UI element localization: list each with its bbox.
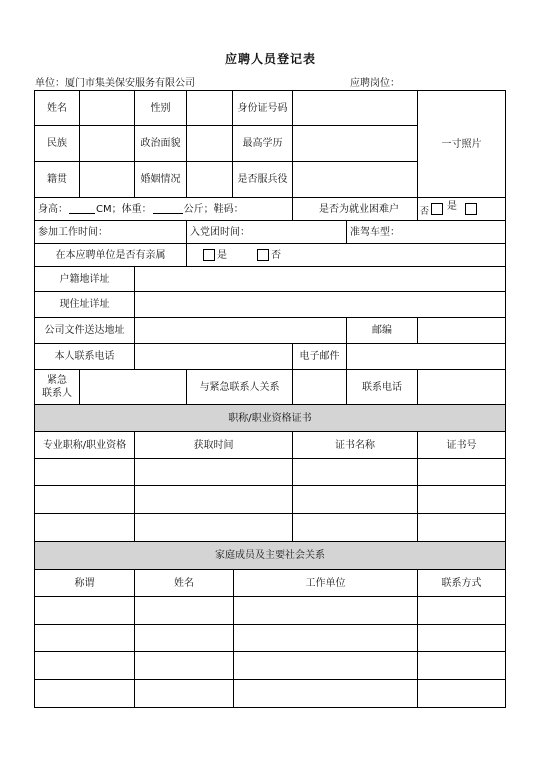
relatives-options <box>186 243 506 267</box>
shoe-size-label: 公斤；鞋码： <box>183 203 244 215</box>
family-row-3-employer[interactable] <box>233 651 418 680</box>
email-field[interactable] <box>346 343 506 370</box>
current-address-label: 现住址详址 <box>34 291 135 318</box>
political-status-label: 政治面貌 <box>134 125 187 162</box>
family-row-4-relation[interactable] <box>34 679 135 708</box>
family-col-contact: 联系方式 <box>417 569 506 597</box>
education-label: 最高学历 <box>232 125 293 162</box>
employment-difficulty-label: 是否为就业困难户 <box>292 197 418 221</box>
cert-col-name: 证书名称 <box>292 431 418 459</box>
political-status-field[interactable] <box>186 125 233 162</box>
relatives-yes-checkbox[interactable] <box>203 249 215 261</box>
cert-row-1-name[interactable] <box>292 458 418 486</box>
document-address-label: 公司文件送达地址 <box>34 317 135 344</box>
family-row-3-contact[interactable] <box>417 651 506 680</box>
family-row-4-employer[interactable] <box>233 679 418 708</box>
cert-row-2-number[interactable] <box>417 485 506 514</box>
yes-option-label: 是 <box>447 200 458 212</box>
phone-field[interactable] <box>134 343 293 370</box>
family-row-2-name[interactable] <box>134 624 234 652</box>
relatives-no-label: 否 <box>271 249 281 261</box>
email-label: 电子邮件 <box>292 343 347 370</box>
family-section-header: 家庭成员及主要社会关系 <box>34 541 506 570</box>
phone-label: 本人联系电话 <box>34 343 135 370</box>
work-start-field[interactable]: 参加工作时间： <box>34 220 187 244</box>
family-row-3-name[interactable] <box>134 651 234 680</box>
contact-phone-field[interactable] <box>417 369 506 405</box>
body-measurements-row <box>34 197 293 221</box>
emergency-relation-label: 与紧急联系人关系 <box>186 369 293 405</box>
page-title: 应聘人员登记表 <box>224 52 316 66</box>
current-address-field[interactable] <box>134 291 506 318</box>
hukou-address-field[interactable] <box>134 266 506 292</box>
cert-col-qualification: 专业职称/职业资格 <box>34 431 135 459</box>
family-col-relation: 称谓 <box>34 569 135 597</box>
certificates-section-header: 职称/职业资格证书 <box>34 404 506 432</box>
cert-col-date: 获取时间 <box>134 431 293 459</box>
id-number-label: 身份证号码 <box>232 90 293 126</box>
relatives-in-company-label: 在本应聘单位是否有亲属 <box>34 243 187 267</box>
cert-row-2-qualification[interactable] <box>34 485 135 514</box>
cert-row-1-qualification[interactable] <box>34 458 135 486</box>
cert-row-2-date[interactable] <box>134 485 293 514</box>
family-row-1-relation[interactable] <box>34 596 135 625</box>
no-checkbox[interactable] <box>431 203 443 215</box>
name-field[interactable] <box>79 90 135 126</box>
cert-row-3-date[interactable] <box>134 513 293 542</box>
ethnicity-label: 民族 <box>34 125 80 162</box>
emergency-contact-field[interactable] <box>79 369 187 405</box>
cert-row-2-name[interactable] <box>292 485 418 514</box>
education-field[interactable] <box>292 125 418 162</box>
employer-label: 单位：厦门市集美保安服务有限公司 <box>35 78 195 89</box>
name-label: 姓名 <box>34 90 80 126</box>
family-row-4-contact[interactable] <box>417 679 506 708</box>
employment-difficulty-options <box>417 197 506 221</box>
family-row-2-employer[interactable] <box>233 624 418 652</box>
family-row-1-name[interactable] <box>134 596 234 625</box>
yes-checkbox[interactable] <box>465 203 477 215</box>
relatives-no-checkbox[interactable] <box>257 249 269 261</box>
family-col-name: 姓名 <box>134 569 234 597</box>
marital-status-field[interactable] <box>186 161 233 198</box>
party-join-field[interactable]: 入党团时间： <box>186 220 347 244</box>
license-type-field[interactable]: 准驾车型： <box>346 220 506 244</box>
weight-blank[interactable] <box>153 204 183 214</box>
military-service-field[interactable] <box>292 161 418 198</box>
postcode-label: 邮编 <box>346 317 418 344</box>
emergency-contact-label: 紧急 联系人 <box>34 369 80 405</box>
family-row-4-name[interactable] <box>134 679 234 708</box>
weight-label: CM；体重： <box>96 203 152 215</box>
military-service-label: 是否服兵役 <box>232 161 293 198</box>
native-place-field[interactable] <box>79 161 135 198</box>
family-col-employer: 工作单位 <box>233 569 418 597</box>
marital-status-label: 婚姻情况 <box>134 161 187 198</box>
photo-box[interactable]: 一寸照片 <box>417 90 506 198</box>
height-blank[interactable] <box>69 204 95 214</box>
contact-phone-label: 联系电话 <box>346 369 418 405</box>
family-row-3-relation[interactable] <box>34 651 135 680</box>
emergency-relation-field[interactable] <box>292 369 347 405</box>
family-row-1-contact[interactable] <box>417 596 506 625</box>
hukou-address-label: 户籍地详址 <box>34 266 135 292</box>
document-address-field[interactable] <box>134 317 347 344</box>
id-number-field[interactable] <box>292 90 418 126</box>
height-label: 身高： <box>38 203 68 215</box>
relatives-yes-label: 是 <box>217 249 227 261</box>
cert-col-number: 证书号 <box>417 431 506 459</box>
position-label: 应聘岗位： <box>350 78 400 89</box>
cert-row-3-name[interactable] <box>292 513 418 542</box>
no-option-label: 否 <box>420 206 430 217</box>
family-row-1-employer[interactable] <box>233 596 418 625</box>
ethnicity-field[interactable] <box>79 125 135 162</box>
family-row-2-contact[interactable] <box>417 624 506 652</box>
cert-row-1-date[interactable] <box>134 458 293 486</box>
cert-row-3-qualification[interactable] <box>34 513 135 542</box>
gender-label: 性别 <box>134 90 187 126</box>
native-place-label: 籍贯 <box>34 161 80 198</box>
family-row-2-relation[interactable] <box>34 624 135 652</box>
cert-row-1-number[interactable] <box>417 458 506 486</box>
postcode-field[interactable] <box>417 317 506 344</box>
gender-field[interactable] <box>186 90 233 126</box>
cert-row-3-number[interactable] <box>417 513 506 542</box>
